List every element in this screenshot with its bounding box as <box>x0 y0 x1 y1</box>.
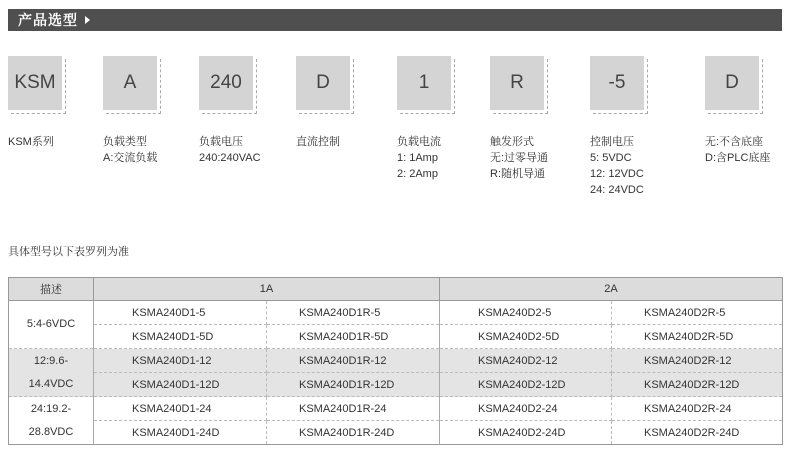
code-desc-line: 控制电压 <box>590 136 634 148</box>
model-cell: KSMA240D1-12D <box>94 373 267 397</box>
header-desc: 描述 <box>9 278 94 301</box>
code-desc-series <box>8 134 54 150</box>
table-row <box>9 373 783 397</box>
desc-line: 24:19.2- <box>30 402 72 415</box>
model-cell: KSMA240D2R-5D <box>612 325 783 349</box>
table-row <box>9 325 783 349</box>
row-desc-12v <box>9 349 94 397</box>
table-row <box>9 397 783 421</box>
model-cell: KSMA240D2-24 <box>440 397 612 421</box>
model-cell: KSMA240D2R-12D <box>612 373 783 397</box>
model-cell: KSMA240D2-24D <box>440 421 612 445</box>
code-desc-line: 5: 5VDC <box>590 152 632 164</box>
code-desc-load-type <box>103 134 157 166</box>
code-desc-line: 12: 12VDC <box>590 168 644 180</box>
code-desc-line: R:随机导通 <box>490 168 545 180</box>
model-cell: KSMA240D2-5 <box>440 301 612 325</box>
model-cell: KSMA240D2R-5 <box>612 301 783 325</box>
code-box-series: KSM <box>8 56 62 110</box>
code-desc-line: 24: 24VDC <box>590 184 644 196</box>
desc-line: 12:9.6- <box>33 354 69 367</box>
model-cell: KSMA240D1R-5D <box>267 325 440 349</box>
code-desc-trigger <box>490 134 548 182</box>
model-cell: KSMA240D1-5 <box>94 301 267 325</box>
code-desc-line: D:含PLC底座 <box>705 152 771 164</box>
code-box-load-current: 1 <box>397 56 451 110</box>
row-desc-5v <box>9 301 94 349</box>
code-desc-base <box>705 134 770 166</box>
code-desc-control <box>296 134 340 150</box>
table-note: 具体型号以下表罗列为准 <box>8 246 129 258</box>
code-box-trigger: R <box>490 56 544 110</box>
code-desc-line: A:交流负载 <box>103 152 158 164</box>
caret-right-icon <box>85 16 90 24</box>
model-cell: KSMA240D1R-24 <box>267 397 440 421</box>
code-desc-line: 负载电压 <box>199 136 243 148</box>
row-desc-24v <box>9 397 94 445</box>
header-1a: 1A <box>94 278 440 301</box>
model-cell: KSMA240D1R-12 <box>267 349 440 373</box>
table-row <box>9 421 783 445</box>
code-desc-line: 1: 1Amp <box>397 152 438 164</box>
model-cell: KSMA240D1-24D <box>94 421 267 445</box>
code-desc-line: 直流控制 <box>296 136 340 148</box>
code-desc-line: 负载类型 <box>103 136 147 148</box>
code-desc-line: KSM系列 <box>8 136 54 148</box>
section-title: 产品选型 <box>18 12 78 28</box>
model-table <box>8 277 783 445</box>
model-cell: KSMA240D2-12 <box>440 349 612 373</box>
model-cell: KSMA240D2R-24 <box>612 397 783 421</box>
code-box-load-voltage: 240 <box>199 56 253 110</box>
code-box-control-voltage: -5 <box>590 56 644 110</box>
model-cell: KSMA240D1R-12D <box>267 373 440 397</box>
model-cell: KSMA240D1R-5 <box>267 301 440 325</box>
code-desc-line: 负载电流 <box>397 136 441 148</box>
model-cell: KSMA240D2R-12 <box>612 349 783 373</box>
code-desc-line: 无:过零导通 <box>490 152 549 164</box>
table-row <box>9 349 783 373</box>
table-row <box>9 301 783 325</box>
code-box-load-type: A <box>103 56 157 110</box>
model-cell: KSMA240D1-24 <box>94 397 267 421</box>
code-desc-line: 无:不含底座 <box>705 136 764 148</box>
code-desc-line: 240:240VAC <box>199 152 261 164</box>
code-desc-line: 2: 2Amp <box>397 168 438 180</box>
desc-line: 28.8VDC <box>28 425 74 438</box>
code-desc-control-voltage <box>590 134 644 198</box>
code-desc-load-voltage <box>199 134 261 166</box>
code-box-control: D <box>296 56 350 110</box>
model-cell: KSMA240D1-5D <box>94 325 267 349</box>
code-desc-load-current <box>397 134 441 182</box>
code-box-base: D <box>705 56 759 110</box>
model-cell: KSMA240D2-5D <box>440 325 612 349</box>
header-2a: 2A <box>440 278 783 301</box>
model-cell: KSMA240D2R-24D <box>612 421 783 445</box>
model-cell: KSMA240D1R-24D <box>267 421 440 445</box>
section-header <box>8 9 782 31</box>
model-cell: KSMA240D1-12 <box>94 349 267 373</box>
code-desc-line: 触发形式 <box>490 136 534 148</box>
desc-line: 5:4-6VDC <box>26 318 76 330</box>
model-cell: KSMA240D2-12D <box>440 373 612 397</box>
table-header-row <box>9 278 783 301</box>
desc-line: 14.4VDC <box>28 377 74 390</box>
